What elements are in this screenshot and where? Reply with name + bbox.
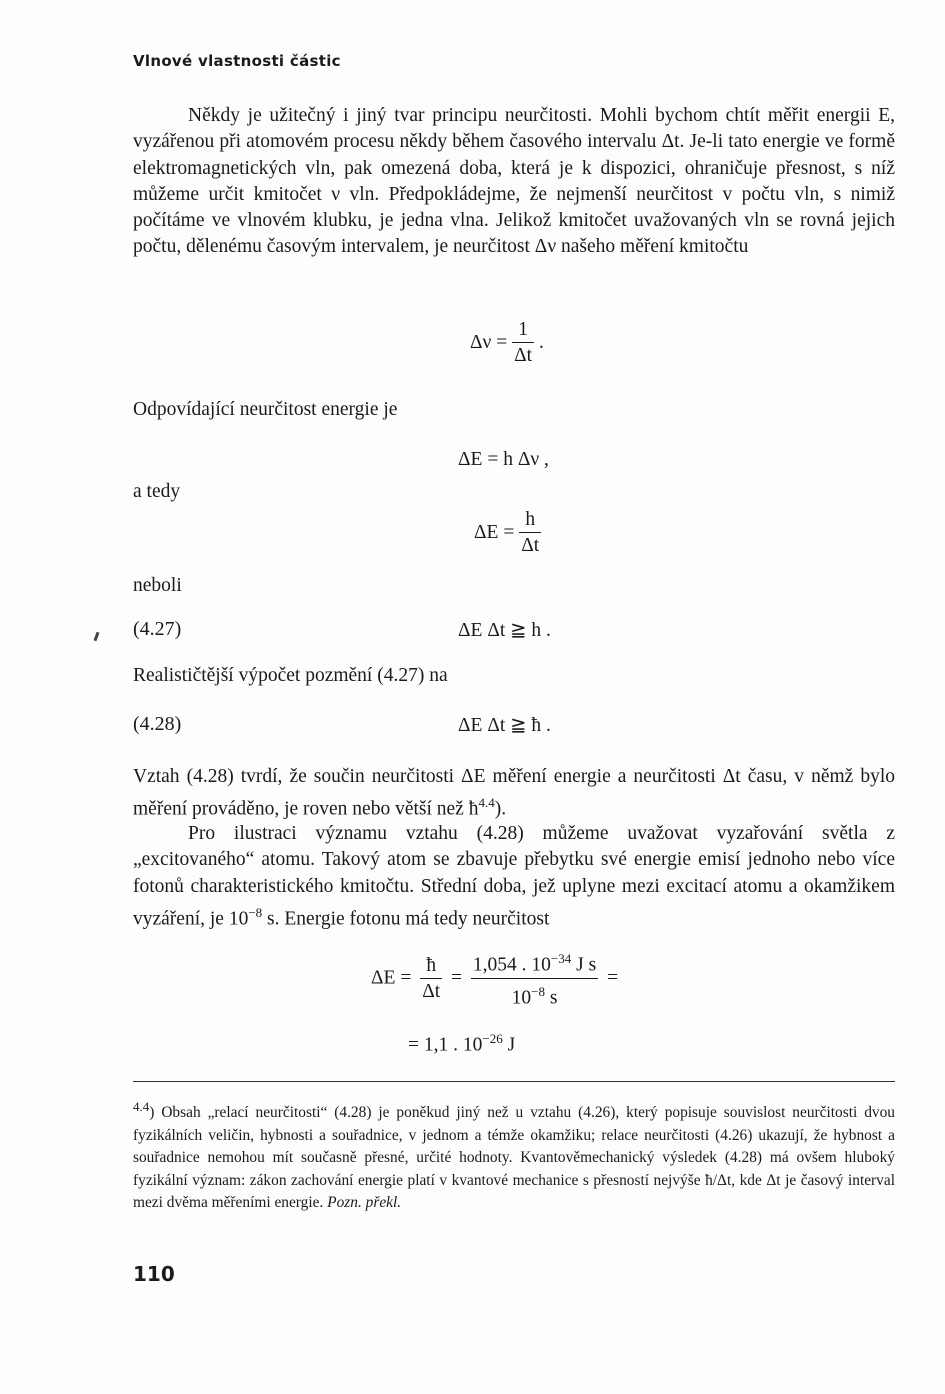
equation-number-4-28: (4.28) — [133, 713, 182, 735]
footnote-credit: Pozn. překl. — [327, 1194, 402, 1212]
paragraph-relation — [133, 764, 895, 823]
text-a-tedy: a tedy — [133, 481, 181, 502]
eq3-numerator: h — [525, 509, 536, 530]
paragraph-intro-text: Někdy je užitečný i jiný tvar principu neurčitosti. Mohli bychom chtít měřit energii E, vyzářenou při atomovém procesu někdy během časového intervalu Δt. Je-li tato energie ve formě elektromagnetických vln, pak omezená doba, která je k dispozici, ohraničuje přesnost, s níž můžeme určit kmitočet ν vln. Předpokládejme, že nejmenší neurčitost v počtu vln, s nimiž počítáme ve vlnovém klubku, je jedna vlna. Jelikož kmitočet uvažovaných vln se rovná jejich počtu, dělenému časovým intervalem, je neurčitost Δν našeho měření kmitočtu — [133, 105, 895, 258]
eqf-equals-b: = — [607, 967, 619, 989]
text-neboli: neboli — [133, 575, 182, 596]
eqf-lhs: ΔE = — [371, 967, 412, 989]
eq1-denominator: Δt — [512, 342, 534, 369]
footnote-text: $^{4.4}$) Obsah „relací neurčitosti“ (4.28) je poněkud jiný než u vztahu (4.26), který popisuje souvislost neurčitosti dvou fyzikálních veličin, hybnosti a souřadnice, v jednom a témže okamžiku; relace neurčitosti (4.26) ukazují, že hybnost a souřadnice nemohou mít současně přesné, určité hodnoty. Kvantověmechanický výsledek (4.28) má ovšem hluboký fyzikální význam: zákon zachování energie platí v kvantové mechanice s přesností nejvýše ħ/Δt, kde Δt je časový interval mezi dvěma měřeními energie. Pozn. překl. — [133, 1099, 895, 1212]
equation-delta-e-h-over-t — [474, 508, 541, 559]
margin-speck — [94, 632, 100, 641]
equation-delta-e-h-nu: ΔE = h Δν , — [458, 449, 549, 470]
eq3-lhs: ΔE = — [474, 521, 515, 543]
equation-4-28: ΔE Δt ≧ ħ . — [458, 715, 551, 736]
eqf-f2-denominator: $10^{-8}$ s — [471, 978, 598, 1012]
page-number: 110 — [133, 1262, 175, 1286]
equation-delta-nu — [470, 318, 544, 369]
eq3-denominator: Δt — [519, 532, 541, 559]
footnote-mark: 4.4 — [133, 1099, 150, 1114]
eqf-f1-denominator: Δt — [420, 978, 442, 1005]
footnote-ref: 4.4 — [478, 795, 495, 811]
text-energy-uncertainty: Odpovídající neurčitost energie je — [133, 399, 398, 420]
eq1-lhs: Δν = — [470, 331, 508, 353]
eq1-fraction — [512, 318, 534, 369]
running-header: Vlnové vlastnosti částic — [133, 52, 341, 70]
equation-final — [371, 947, 618, 1011]
eqf-f2-numerator: 1,054 . $10^{-34}$ J s — [472, 951, 597, 976]
eqf-fraction-2 — [471, 947, 598, 1011]
paragraph-relation-text: Vztah (4.28) tvrdí, že součin neurčitosti ΔE měření energie a neurčitosti Δt času, v němž bylo měření prováděno, je roven nebo větší než $ħ^{4.4}$). — [133, 766, 895, 820]
eqf-equals-a: = — [451, 967, 463, 989]
exponent-minus-8: −8 — [248, 904, 263, 920]
equation-4-27: ΔE Δt ≧ h . — [458, 620, 551, 641]
paragraph-illustration-text: Pro ilustraci významu vztahu (4.28) můžeme uvažovat vyzařování světla z „excitovaného“ atomu. Takový atom se zbavuje přebytku své energie emisí jednoho nebo více fotonů charakteristického kmitočtu. Střední doba, jež uplyne mezi excitací atomu a okamžikem vyzáření, je $10^{-8}$ s. Energie fotonu má tedy neurčitost — [133, 823, 895, 930]
paragraph-intro — [133, 103, 895, 261]
eq1-numerator: 1 — [518, 319, 528, 340]
equation-number-4-27: (4.27) — [133, 618, 182, 640]
eqf-f1-numerator: ħ — [426, 954, 437, 976]
footnote — [133, 1096, 895, 1215]
equation-final-result: = 1,1 . $10^{-26}$ J — [408, 1031, 516, 1056]
text-realistic: Realističtější výpočet pozmění (4.27) na — [133, 665, 448, 686]
eqf-fraction-1 — [420, 954, 442, 1005]
paragraph-illustration — [133, 821, 895, 933]
eq1-tail: . — [538, 331, 544, 353]
footnote-rule — [133, 1081, 895, 1082]
eq3-fraction — [519, 508, 541, 559]
